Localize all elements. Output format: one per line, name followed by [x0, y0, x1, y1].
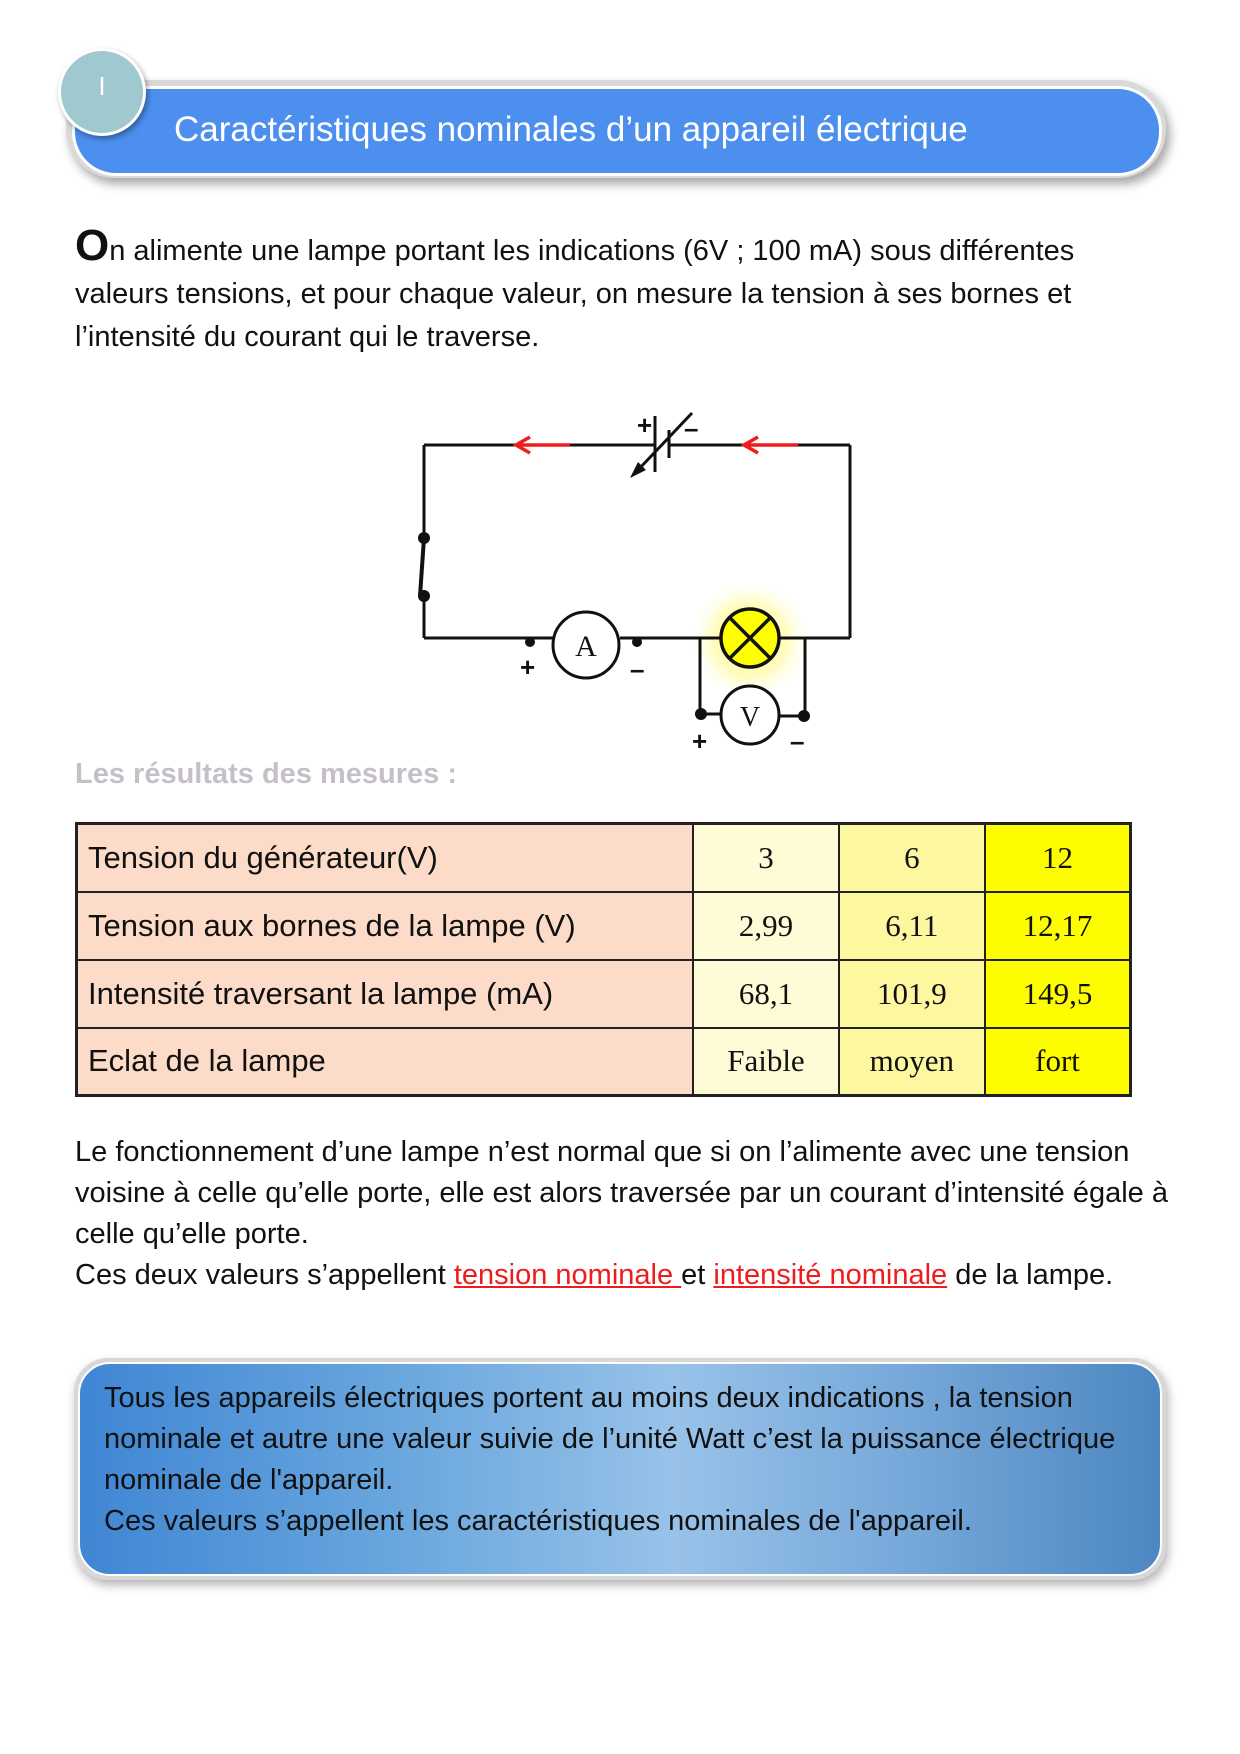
svg-text:–: –: [790, 726, 805, 756]
row-label: Intensité traversant la lampe (mA): [77, 960, 694, 1028]
row-label: Tension aux bornes de la lampe (V): [77, 892, 694, 960]
ammeter-icon: [520, 612, 644, 684]
summary-line-2: Ces valeurs s’appellent les caractéristiques nominales de l'appareil.: [104, 1505, 972, 1537]
row-label: Tension du générateur(V): [77, 824, 694, 892]
summary-text: [104, 1378, 1164, 1542]
term-intensite-nominale: intensité nominale: [713, 1259, 948, 1291]
table-cell: 6,11: [839, 892, 985, 960]
table-row: [77, 960, 1131, 1028]
explanation-paragraph: [75, 1132, 1175, 1296]
table-row: [77, 1028, 1131, 1096]
results-table: [75, 822, 1132, 1097]
section-number: I: [98, 70, 106, 101]
table-row: [77, 824, 1131, 892]
summary-line-1: Tous les appareils électriques portent au moins deux indications , la tension nominale et autre une valeur suivie de l’unité Watt c’est la puissance électrique nominale de l'appareil.: [104, 1382, 1116, 1496]
svg-text:+: +: [692, 726, 708, 756]
table-row: [77, 892, 1131, 960]
table-cell: 2,99: [693, 892, 838, 960]
switch-icon: [418, 532, 430, 602]
results-heading: Les résultats des mesures :: [75, 758, 458, 790]
table-cell: 101,9: [839, 960, 985, 1028]
section-title: Caractéristiques nominales d’un appareil électrique: [174, 110, 968, 149]
svg-text:–: –: [630, 654, 645, 684]
table-cell: Faible: [693, 1028, 838, 1096]
explanation-text: Le fonctionnement d’une lampe n’est normal que si on l’alimente avec une tension voisine à celle qu’elle porte, elle est alors traversée par un courant d’intensité égale à celle qu’elle porte.: [75, 1136, 1168, 1250]
table-cell: fort: [985, 1028, 1130, 1096]
section-number-badge: [58, 48, 146, 136]
voltmeter-icon: [692, 686, 810, 756]
table-cell: 3: [693, 824, 838, 892]
table-cell: 6: [839, 824, 985, 892]
svg-text:A: A: [575, 630, 597, 663]
intro-text: n alimente une lampe portant les indications (6V ; 100 mA) sous différentes valeurs tensions, et pour chaque valeur, on mesure la tension à ses bornes et l’intensité du courant qui le traverse.: [75, 235, 1075, 353]
intro-paragraph: [75, 221, 1175, 359]
circuit-diagram: [400, 400, 880, 760]
term-tension-nominale: tension nominale: [453, 1259, 682, 1291]
nominal-definition: Ces deux valeurs s’appellent tension nominale et intensité nominale de la lampe.: [75, 1259, 1114, 1291]
table-cell: moyen: [839, 1028, 985, 1096]
table-cell: 12: [985, 824, 1130, 892]
lamp-icon: [721, 609, 779, 667]
svg-text:+: +: [637, 410, 653, 440]
table-cell: 68,1: [693, 960, 838, 1028]
table-cell: 12,17: [985, 892, 1130, 960]
svg-text:V: V: [739, 702, 761, 733]
svg-text:–: –: [684, 413, 699, 443]
row-label: Eclat de la lampe: [77, 1028, 694, 1096]
svg-text:+: +: [520, 652, 536, 682]
table-cell: 149,5: [985, 960, 1130, 1028]
drop-cap: O: [75, 221, 110, 270]
